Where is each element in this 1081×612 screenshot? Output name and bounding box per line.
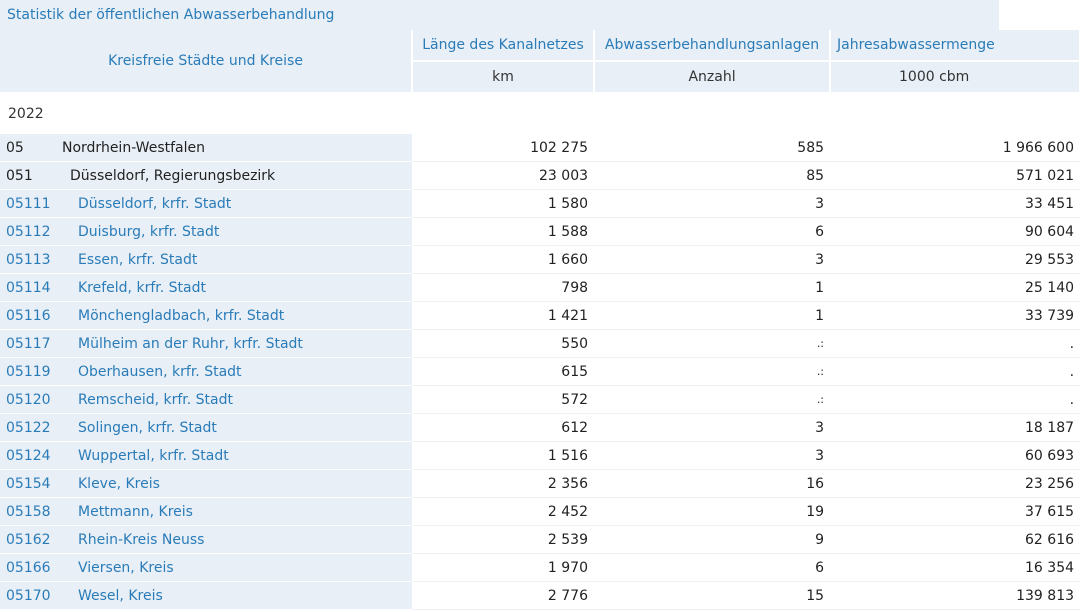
region-name[interactable]: Mönchengladbach, krfr. Stadt (56, 302, 412, 330)
kanalnetz-km-value: 23 003 (412, 162, 594, 190)
anlagen-count-value: 3 (594, 414, 830, 442)
anlagen-count-value: 85 (594, 162, 830, 190)
year-label: 2022 (0, 93, 1080, 134)
region-code[interactable]: 05116 (0, 302, 56, 330)
region-name[interactable]: Düsseldorf, krfr. Stadt (56, 190, 412, 218)
kanalnetz-km-value: 798 (412, 274, 594, 302)
region-code[interactable]: 05113 (0, 246, 56, 274)
region-name[interactable]: Remscheid, krfr. Stadt (56, 386, 412, 414)
region-code[interactable]: 05114 (0, 274, 56, 302)
region-name: Düsseldorf, Regierungsbezirk (56, 162, 412, 190)
region-name[interactable]: Krefeld, krfr. Stadt (56, 274, 412, 302)
column-header-anlagen[interactable]: Abwasserbehandlungsanlagen (594, 30, 830, 61)
abwassermenge-value: 60 693 (830, 442, 1080, 470)
abwassermenge-value: 139 813 (830, 582, 1080, 610)
table-row (0, 498, 1080, 526)
table-row (0, 302, 1080, 330)
region-code[interactable]: 05112 (0, 218, 56, 246)
region-name[interactable]: Viersen, Kreis (56, 554, 412, 582)
column-header-abwassermenge[interactable]: Jahresabwassermenge (830, 30, 1080, 61)
abwassermenge-value: 25 140 (830, 274, 1080, 302)
kanalnetz-km-value: 1 580 (412, 190, 594, 218)
region-name[interactable]: Duisburg, krfr. Stadt (56, 218, 412, 246)
abwassermenge-value: 16 354 (830, 554, 1080, 582)
region-code[interactable]: 05162 (0, 526, 56, 554)
abwassermenge-value: 23 256 (830, 470, 1080, 498)
table-row (0, 218, 1080, 246)
kanalnetz-km-value: 615 (412, 358, 594, 386)
column-header-region[interactable]: Kreisfreie Städte und Kreise (0, 30, 412, 93)
region-name[interactable]: Rhein-Kreis Neuss (56, 526, 412, 554)
region-name[interactable]: Wuppertal, krfr. Stadt (56, 442, 412, 470)
region-name[interactable]: Wesel, Kreis (56, 582, 412, 610)
kanalnetz-km-value: 1 970 (412, 554, 594, 582)
region-code[interactable]: 05120 (0, 386, 56, 414)
anlagen-count-value: 3 (594, 190, 830, 218)
anlagen-count-value: 3 (594, 442, 830, 470)
region-name[interactable]: Mettmann, Kreis (56, 498, 412, 526)
kanalnetz-km-value: 612 (412, 414, 594, 442)
table-row (0, 470, 1080, 498)
table-row (0, 386, 1080, 414)
region-code[interactable]: 05111 (0, 190, 56, 218)
unit-header-anzahl: Anzahl (594, 61, 830, 93)
anlagen-count-value: .: (594, 358, 830, 386)
region-code[interactable]: 05154 (0, 470, 56, 498)
abwassermenge-value: 29 553 (830, 246, 1080, 274)
kanalnetz-km-value: 1 660 (412, 246, 594, 274)
kanalnetz-km-value: 572 (412, 386, 594, 414)
abwassermenge-value: . (830, 386, 1080, 414)
abwassermenge-value: . (830, 358, 1080, 386)
kanalnetz-km-value: 2 356 (412, 470, 594, 498)
region-name[interactable]: Solingen, krfr. Stadt (56, 414, 412, 442)
region-code[interactable]: 05170 (0, 582, 56, 610)
kanalnetz-km-value: 2 539 (412, 526, 594, 554)
kanalnetz-km-value: 1 516 (412, 442, 594, 470)
abwassermenge-value: 37 615 (830, 498, 1080, 526)
table-row (0, 162, 1080, 190)
anlagen-count-value: 6 (594, 218, 830, 246)
anlagen-count-value: .: (594, 330, 830, 358)
kanalnetz-km-value: 2 452 (412, 498, 594, 526)
region-code: 051 (0, 162, 56, 190)
anlagen-count-value: 16 (594, 470, 830, 498)
table-row (0, 274, 1080, 302)
table-row (0, 442, 1080, 470)
region-name[interactable]: Oberhausen, krfr. Stadt (56, 358, 412, 386)
anlagen-count-value: 6 (594, 554, 830, 582)
anlagen-count-value: 585 (594, 134, 830, 162)
unit-header-cbm: 1000 cbm (830, 61, 1080, 93)
column-header-kanalnetz[interactable]: Länge des Kanalnetzes (412, 30, 594, 61)
table-row (0, 358, 1080, 386)
abwassermenge-value: 62 616 (830, 526, 1080, 554)
table-row (0, 246, 1080, 274)
anlagen-count-value: .: (594, 386, 830, 414)
anlagen-count-value: 1 (594, 274, 830, 302)
region-name[interactable]: Mülheim an der Ruhr, krfr. Stadt (56, 330, 412, 358)
region-code[interactable]: 05124 (0, 442, 56, 470)
region-name[interactable]: Essen, krfr. Stadt (56, 246, 412, 274)
kanalnetz-km-value: 1 421 (412, 302, 594, 330)
anlagen-count-value: 15 (594, 582, 830, 610)
region-code[interactable]: 05117 (0, 330, 56, 358)
abwassermenge-value: 90 604 (830, 218, 1080, 246)
table-row (0, 526, 1080, 554)
table-title: Statistik der öffentlichen Abwasserbehandlung (0, 0, 999, 30)
abwassermenge-value: 571 021 (830, 162, 1080, 190)
anlagen-count-value: 1 (594, 302, 830, 330)
table-row (0, 582, 1080, 610)
table-row (0, 554, 1080, 582)
region-name[interactable]: Kleve, Kreis (56, 470, 412, 498)
region-code[interactable]: 05166 (0, 554, 56, 582)
region-code: 05 (0, 134, 56, 162)
region-name: Nordrhein-Westfalen (56, 134, 412, 162)
table-row (0, 414, 1080, 442)
abwassermenge-value: 18 187 (830, 414, 1080, 442)
table-row (0, 134, 1080, 162)
kanalnetz-km-value: 1 588 (412, 218, 594, 246)
table-row (0, 330, 1080, 358)
anlagen-count-value: 9 (594, 526, 830, 554)
abwassermenge-value: 33 451 (830, 190, 1080, 218)
table-row (0, 190, 1080, 218)
region-code[interactable]: 05122 (0, 414, 56, 442)
abwassermenge-value: . (830, 330, 1080, 358)
anlagen-count-value: 3 (594, 246, 830, 274)
kanalnetz-km-value: 2 776 (412, 582, 594, 610)
kanalnetz-km-value: 550 (412, 330, 594, 358)
region-code[interactable]: 05158 (0, 498, 56, 526)
anlagen-count-value: 19 (594, 498, 830, 526)
unit-header-km: km (412, 61, 594, 93)
abwassermenge-value: 1 966 600 (830, 134, 1080, 162)
region-code[interactable]: 05119 (0, 358, 56, 386)
kanalnetz-km-value: 102 275 (412, 134, 594, 162)
data-table (0, 30, 1081, 610)
abwassermenge-value: 33 739 (830, 302, 1080, 330)
